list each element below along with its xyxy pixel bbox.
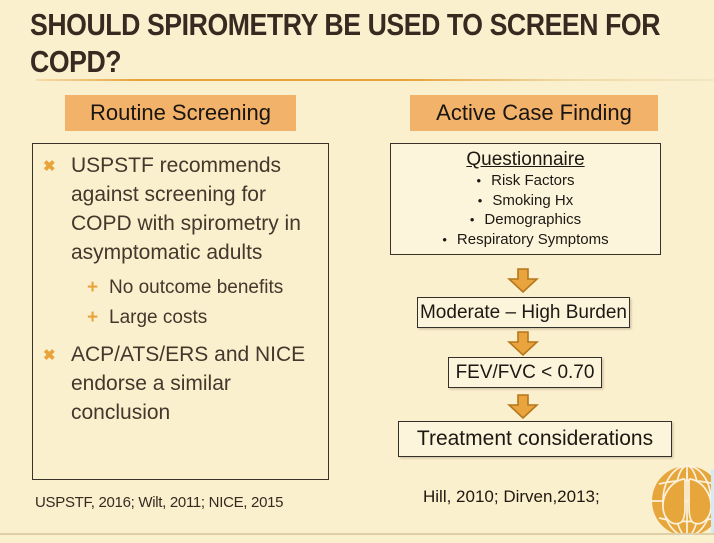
dot-bullet-icon: • [476, 173, 482, 188]
questionnaire-item-text: Smoking Hx [492, 191, 574, 209]
sub-bullet-no-outcome-text: No outcome benefits [109, 277, 284, 298]
dot-bullet-icon: • [469, 212, 475, 227]
sub-bullet-list [87, 273, 322, 333]
column-header-active-case-finding [410, 95, 658, 131]
step-box-treatment-considerations-label: Treatment considerations [416, 427, 654, 450]
sub-bullet-no-outcome [87, 273, 322, 303]
questionnaire-item-respiratory-symptoms [391, 230, 660, 250]
down-arrow-icon [507, 331, 539, 356]
globe-lungs-logo [649, 463, 714, 543]
questionnaire-item-text: Risk Factors [491, 172, 575, 189]
step-box-moderate-high-burden [417, 297, 630, 328]
bullet-item-acp [43, 340, 322, 427]
questionnaire-item-text: Demographics [484, 211, 582, 228]
questionnaire-item-demographics [391, 210, 660, 230]
page-title [30, 6, 684, 80]
dot-bullet-icon: • [442, 231, 447, 247]
step-box-moderate-high-burden-label: Moderate – High Burden [419, 301, 627, 323]
x-bullet-icon: ✖ [43, 347, 56, 364]
bullet-item-uspstf-text: USPSTF recommends against screening for COPD with spirometry in asymptomatic adults [71, 154, 301, 264]
questionnaire-item-text: Respiratory Symptoms [456, 230, 609, 248]
column-header-routine-screening [65, 95, 296, 131]
plus-bullet-icon: + [87, 307, 99, 328]
questionnaire-box [390, 143, 661, 255]
sub-bullet-large-costs-text: Large costs [109, 307, 208, 328]
questionnaire-item-risk-factors [391, 171, 660, 191]
questionnaire-title: Questionnaire [466, 149, 585, 170]
dot-bullet-icon: • [477, 192, 483, 208]
step-box-fev-fvc [448, 357, 602, 388]
step-box-fev-fvc-label: FEV/FVC < 0.70 [455, 361, 595, 383]
page-title-line1: SHOULD SPIROMETRY BE USED TO SCREEN FOR [30, 7, 661, 42]
column-header-routine-label: Routine Screening [89, 100, 271, 125]
step-box-treatment-considerations [398, 421, 672, 457]
page-title-line2: COPD? [30, 44, 122, 79]
bullet-item-acp-text: ACP/ATS/ERS and NICE endorse a similar conclusion [71, 343, 306, 424]
routine-screening-box [32, 143, 329, 480]
sub-bullet-large-costs [87, 303, 322, 333]
questionnaire-item-smoking-hx [391, 191, 660, 211]
bullet-item-uspstf [43, 151, 322, 267]
x-bullet-icon: ✖ [43, 158, 56, 175]
title-underline [36, 79, 714, 81]
plus-bullet-icon: + [87, 277, 99, 298]
citation-left: USPSTF, 2016; Wilt, 2011; NICE, 2015 [35, 494, 284, 511]
column-header-active-label: Active Case Finding [436, 100, 632, 125]
citation-right: Hill, 2010; Dirven,2013; [423, 487, 600, 506]
down-arrow-icon [507, 268, 539, 293]
down-arrow-icon [507, 394, 539, 419]
